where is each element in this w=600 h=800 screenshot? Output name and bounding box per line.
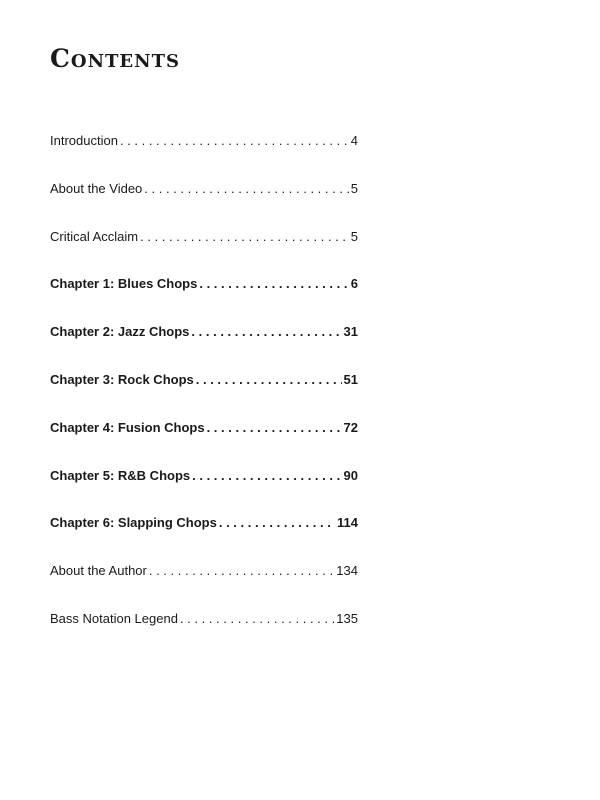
toc-entry: [50, 563, 358, 611]
dot-leader: [196, 372, 342, 387]
toc-entry-label: Chapter 1: Blues Chops: [50, 276, 198, 292]
toc-entry: [50, 276, 358, 324]
toc-entry-label: Chapter 3: Rock Chops: [50, 371, 194, 387]
toc-entry-label: Chapter 6: Slapping Chops: [50, 515, 217, 531]
toc-entry-page-number: 72: [343, 419, 358, 435]
toc-entry: [50, 515, 358, 563]
toc-entry-page-number: 31: [343, 324, 358, 340]
toc-entry-page-number: 5: [350, 228, 358, 244]
toc-entry: [50, 420, 358, 468]
toc-entry: [50, 372, 358, 420]
toc-entry-label: Introduction: [50, 133, 118, 148]
dot-leader: [191, 324, 341, 339]
toc-entry-label: Bass Notation Legend: [50, 610, 178, 626]
dot-leader: [120, 133, 349, 148]
toc-entry-page-number: 134: [336, 563, 358, 579]
toc-entry-label: Critical Acclaim: [50, 228, 139, 244]
page-title: Contents: [50, 44, 180, 73]
toc-entry: [50, 133, 358, 181]
toc-entry-label: Chapter 4: Fusion Chops: [50, 419, 205, 435]
dot-leader: [140, 229, 349, 244]
toc-entry-page-number: 51: [343, 371, 358, 387]
toc-entry-page-number: 135: [336, 610, 358, 626]
toc-entry-label: About the Author: [50, 563, 147, 579]
toc-entry-page-number: 114: [337, 515, 358, 531]
toc-entry: [50, 181, 358, 229]
dot-leader: [149, 563, 334, 578]
toc-entry-label: About the Video: [50, 180, 143, 196]
toc-entry: [50, 229, 358, 277]
toc-entry-label: Chapter 5: R&B Chops: [50, 467, 191, 483]
dot-leader: [180, 611, 334, 626]
dot-leader: [199, 276, 348, 291]
toc-entry: [50, 468, 358, 516]
toc-entry: [50, 611, 358, 659]
toc-entry-page-number: 6: [350, 276, 358, 292]
toc-entry-page-number: 4: [350, 133, 358, 148]
dot-leader: [219, 515, 335, 530]
toc-entry: [50, 324, 358, 372]
table-of-contents: [50, 133, 358, 659]
dot-leader: [144, 181, 348, 196]
toc-entry-page-number: 90: [343, 467, 358, 483]
dot-leader: [207, 420, 342, 435]
toc-entry-page-number: 5: [350, 180, 358, 196]
dot-leader: [192, 468, 341, 483]
toc-entry-label: Chapter 2: Jazz Chops: [50, 324, 190, 340]
